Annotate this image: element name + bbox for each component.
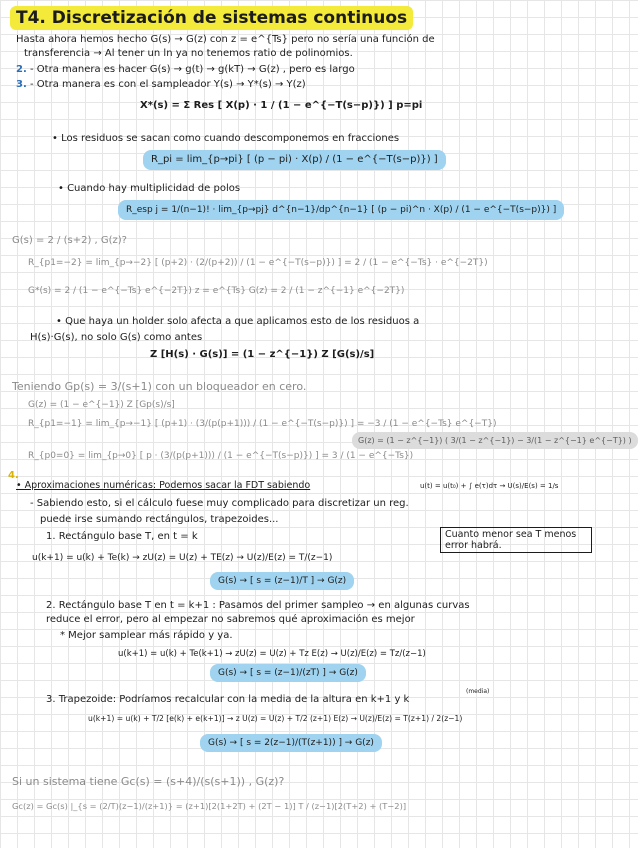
method-2-equation: u(k+1) = u(k) + Te(k+1) → zU(z) = U(z) + Tz E(z) → U(z)/E(z) = Tz/(z−1) [118,649,426,659]
method-2-mapping: G(s) → [ s = (z−1)/(zT) ] → G(z) [210,664,366,682]
method-1-equation: u(k+1) = u(k) + Te(k) → zU(z) = U(z) + TE(z) → U(z)/E(z) = T/(z−1) [32,553,333,563]
example3-result: Gc(z) = Gc(s) |_{s = (2/T)(z−1)/(z+1)} = (z+1)[2(1+2T) + (2T − 1)] T / (z−1)[2(T+2) + (T−2)] [12,801,407,811]
example1-statement: G(s) = 2 / (s+2) , G(z)? [12,235,127,246]
text-line-residues: • Los residuos se sacan como cuando descomponemos en fracciones [52,133,400,144]
formula-residue: R_pi = lim_{p→pi} [ (p − pi) · X(p) / (1 − e^{−T(s−p)}) ] [143,150,446,170]
text-line-4: - Otra manera es con el sampleador Y(s) → Y*(s) → Y(z) [30,79,306,90]
method-1-mapping: G(s) → [ s = (z−1)/T ] → G(z) [210,572,354,590]
example2-residue-1: R_{p1=−1} = lim_{p→−1} [ (p+1) · (3/(p(p+1))) / (1 − e^{−T(s−p)}) ] = −3 / (1 − e^{−Ts} e^{−T}) [28,419,497,429]
text-line-multiplicity: • Cuando hay multiplicidad de polos [58,183,241,194]
section-numerical: • Aproximaciones numéricas: Podemos sacar la FDT sabiendo [16,480,311,491]
method-3-mapping: G(s) → [ s = 2(z−1)/(T(z+1)) ] → G(z) [200,734,382,752]
error-note-box: Cuanto menor sea T menos error habrá. [440,527,592,553]
example3-statement: Si un sistema tiene Gc(s) = (s+4)/(s(s+1)) , G(z)? [12,775,285,788]
text-line-sum: - Sabiendo esto, si el cálculo fuese muy complicado para discretizar un reg. [30,498,409,509]
example2-result: G(z) = (1 − z^{−1}) ( 3/(1 − z^{−1}) − 3/(1 − z^{−1} e^{−T}) ) [352,432,638,449]
method-2-tip: * Mejor samplear más rápido y ya. [60,630,233,641]
formula-xstar: X*(s) = Σ Res [ X(p) · 1 / (1 − e^{−T(s−p)}) ] p=pi [140,100,423,111]
step-number-2: 2. [16,64,27,75]
example2-statement: Teniendo Gp(s) = 3/(s+1) con un bloqueador en cero. [12,380,307,393]
formula-residue-multiple: R_esp j = 1/(n−1)! · lim_{p→pj} d^{n−1}/dp^{n−1} [ (p − pi)^n · X(p) / (1 − e^{−T(s−p)}) ] [118,200,564,220]
method-2-title: 2. Rectángulo base T en t = k+1 : Pasamos del primer sampleo → en algunas curvas [46,600,470,611]
step-number-4: 4. [8,470,19,481]
fdt-note: u(t) = u(t₀) + ∫ e(τ)dτ → U(s)/E(s) = 1/s [420,482,559,490]
method-1-title: 1. Rectángulo base T, en t = k [46,531,198,542]
example2-gz: G(z) = (1 − e^{−1}) Z [Gp(s)/s] [28,400,175,410]
text-line-3: - Otra manera es hacer G(s) → g(t) → g(kT) → G(z) , pero es largo [30,64,355,75]
method-2-line-2: reduce el error, pero al empezar no sabremos qué aproximación es mejor [46,614,415,625]
text-line-holder-2: H(s)·G(s), no solo G(s) como antes [30,332,203,343]
example1-residue: R_{p1=−2} = lim_{p→−2} [ (p+2) · (2/(p+2)) / (1 − e^{−T(s−p)}) ] = 2 / (1 − e^{−Ts} · e^{−2T}) [28,258,488,268]
step-number-3: 3. [16,79,27,90]
example2-residue-0: R_{p0=0} = lim_{p→0} [ p · (3/(p(p+1))) / (1 − e^{−T(s−p)}) ] = 3 / (1 − e^{−Ts}) [28,451,414,461]
text-line-holder: • Que haya un holder solo afecta a que aplicamos esto de los residuos a [56,316,420,327]
text-line-2: transferencia → Al tener un ln ya no tenemos ratio de polinomios. [24,48,353,59]
formula-holder: Z [H(s) · G(s)] = (1 − z^{−1}) Z [G(s)/s] [150,349,375,360]
method-3-equation: u(k+1) = u(k) + T/2 [e(k) + e(k+1)] → z U(z) = U(z) + T/2 (z+1) E(z) → U(z)/E(z) = T(z+1) / 2(z−1) [88,714,463,723]
example1-result: G*(s) = 2 / (1 − e^{−Ts} e^{−2T}) z = e^{Ts} G(z) = 2 / (1 − z^{−1} e^{−2T}) [28,286,405,296]
text-line-sum-2: puede irse sumando rectángulos, trapezoides... [40,514,279,525]
method-3-title: 3. Trapezoide: Podríamos recalcular con la media de la altura en k+1 y k [46,694,410,705]
text-line-1: Hasta ahora hemos hecho G(s) → G(z) con z = e^{Ts} pero no sería una función de [16,34,435,45]
method-3-media-note: (media) [466,688,490,695]
page-title: T4. Discretización de sistemas continuos [10,6,413,30]
